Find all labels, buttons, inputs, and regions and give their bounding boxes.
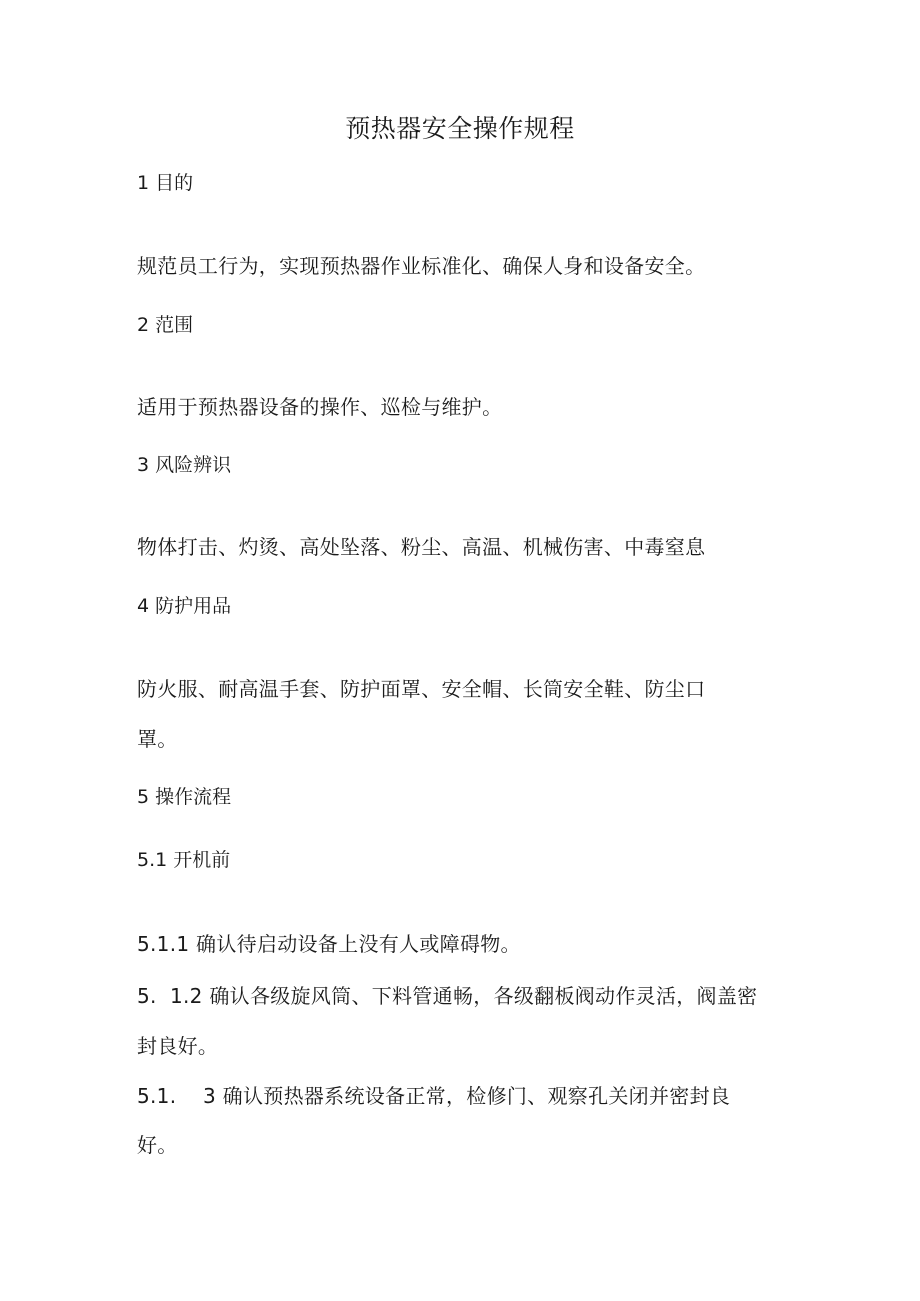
section-heading-risk: 3 风险辨识 xyxy=(137,454,232,476)
paragraph-ppe-line-1: 防火服、耐高温手套、防护面罩、安全帽、长筒安全鞋、防尘口 xyxy=(137,677,706,701)
item-5-1-3-line-1: 5.1. 3 确认预热器系统设备正常，检修门、观察孔关闭并密封良 xyxy=(137,1084,731,1108)
item-5-1-2-line-2: 封良好。 xyxy=(137,1034,219,1058)
section-heading-procedure: 5 操作流程 xyxy=(137,786,232,808)
section-heading-scope: 2 范围 xyxy=(137,314,194,336)
section-heading-ppe: 4 防护用品 xyxy=(137,595,232,617)
paragraph-risk: 物体打击、灼烫、高处坠落、粉尘、高温、机械伤害、中毒窒息 xyxy=(137,535,706,559)
item-5-1-3-line-2: 好。 xyxy=(137,1133,178,1157)
paragraph-scope: 适用于预热器设备的操作、巡检与维护。 xyxy=(137,395,503,419)
subsection-heading-before-start: 5.1 开机前 xyxy=(137,849,231,871)
document-title: 预热器安全操作规程 xyxy=(345,114,575,143)
paragraph-ppe-line-2: 罩。 xyxy=(137,727,178,751)
item-5-1-1: 5.1.1 确认待启动设备上没有人或障碍物。 xyxy=(137,932,521,956)
item-5-1-2-line-1: 5. 1.2 确认各级旋风筒、下料管通畅，各级翻板阀动作灵活，阀盖密 xyxy=(137,984,758,1008)
section-heading-purpose: 1 目的 xyxy=(137,172,194,194)
paragraph-purpose: 规范员工行为，实现预热器作业标准化、确保人身和设备安全。 xyxy=(137,254,706,278)
